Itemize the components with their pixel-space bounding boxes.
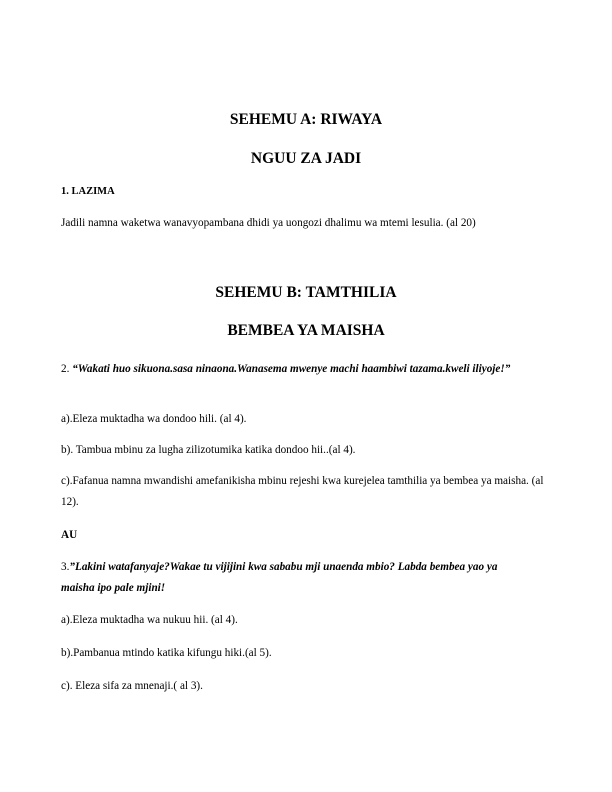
question-2a: a).Eleza muktadha wa dondoo hili. (al 4). bbox=[61, 413, 247, 425]
question-3c: c). Eleza sifa za mnenaji.( al 3). bbox=[61, 680, 203, 692]
question-1-text: Jadili namna waketwa wanavyopambana dhidi ya uongozi dhalimu wa mtemi lesulia. (al 20) bbox=[61, 217, 476, 229]
question-2-number: 2. bbox=[61, 363, 73, 375]
section-b-book-title: BEMBEA YA MAISHA bbox=[227, 322, 385, 339]
question-3-prompt bbox=[61, 557, 531, 599]
or-label: AU bbox=[61, 529, 78, 541]
question-2-quote: “Wakati huo sikuona.sasa ninaona.Wanasema mwenye machi haambiwi tazama.kweli iliyoje!” bbox=[72, 363, 511, 375]
question-1-label: 1. LAZIMA bbox=[61, 186, 115, 197]
question-2-prompt bbox=[61, 359, 531, 380]
question-3b: b).Pambanua mtindo katika kifungu hiki.(al 5). bbox=[61, 647, 272, 659]
question-2c: c).Fafanua namna mwandishi amefanikisha mbinu rejeshi kwa kurejelea tamthilia ya bembea ya maisha. (al 12). bbox=[61, 475, 544, 508]
section-b-title: SEHEMU B: TAMTHILIA bbox=[215, 284, 397, 301]
section-a-title: SEHEMU A: RIWAYA bbox=[229, 111, 383, 128]
question-2b: b). Tambua mbinu za lugha zilizotumika katika dondoo hii..(al 4). bbox=[61, 444, 356, 456]
section-a-book-title: NGUU ZA JADI bbox=[250, 150, 362, 167]
question-3a: a).Eleza muktadha wa nukuu hii. (al 4). bbox=[61, 614, 238, 626]
question-3-quote: ”Lakini watafanyaje?Wakae tu vijijini kwa sababu mji unaenda mbio? Labda bembea yao ya maisha ipo pale mjini! bbox=[61, 561, 498, 594]
question-3-number: 3. bbox=[61, 561, 70, 573]
